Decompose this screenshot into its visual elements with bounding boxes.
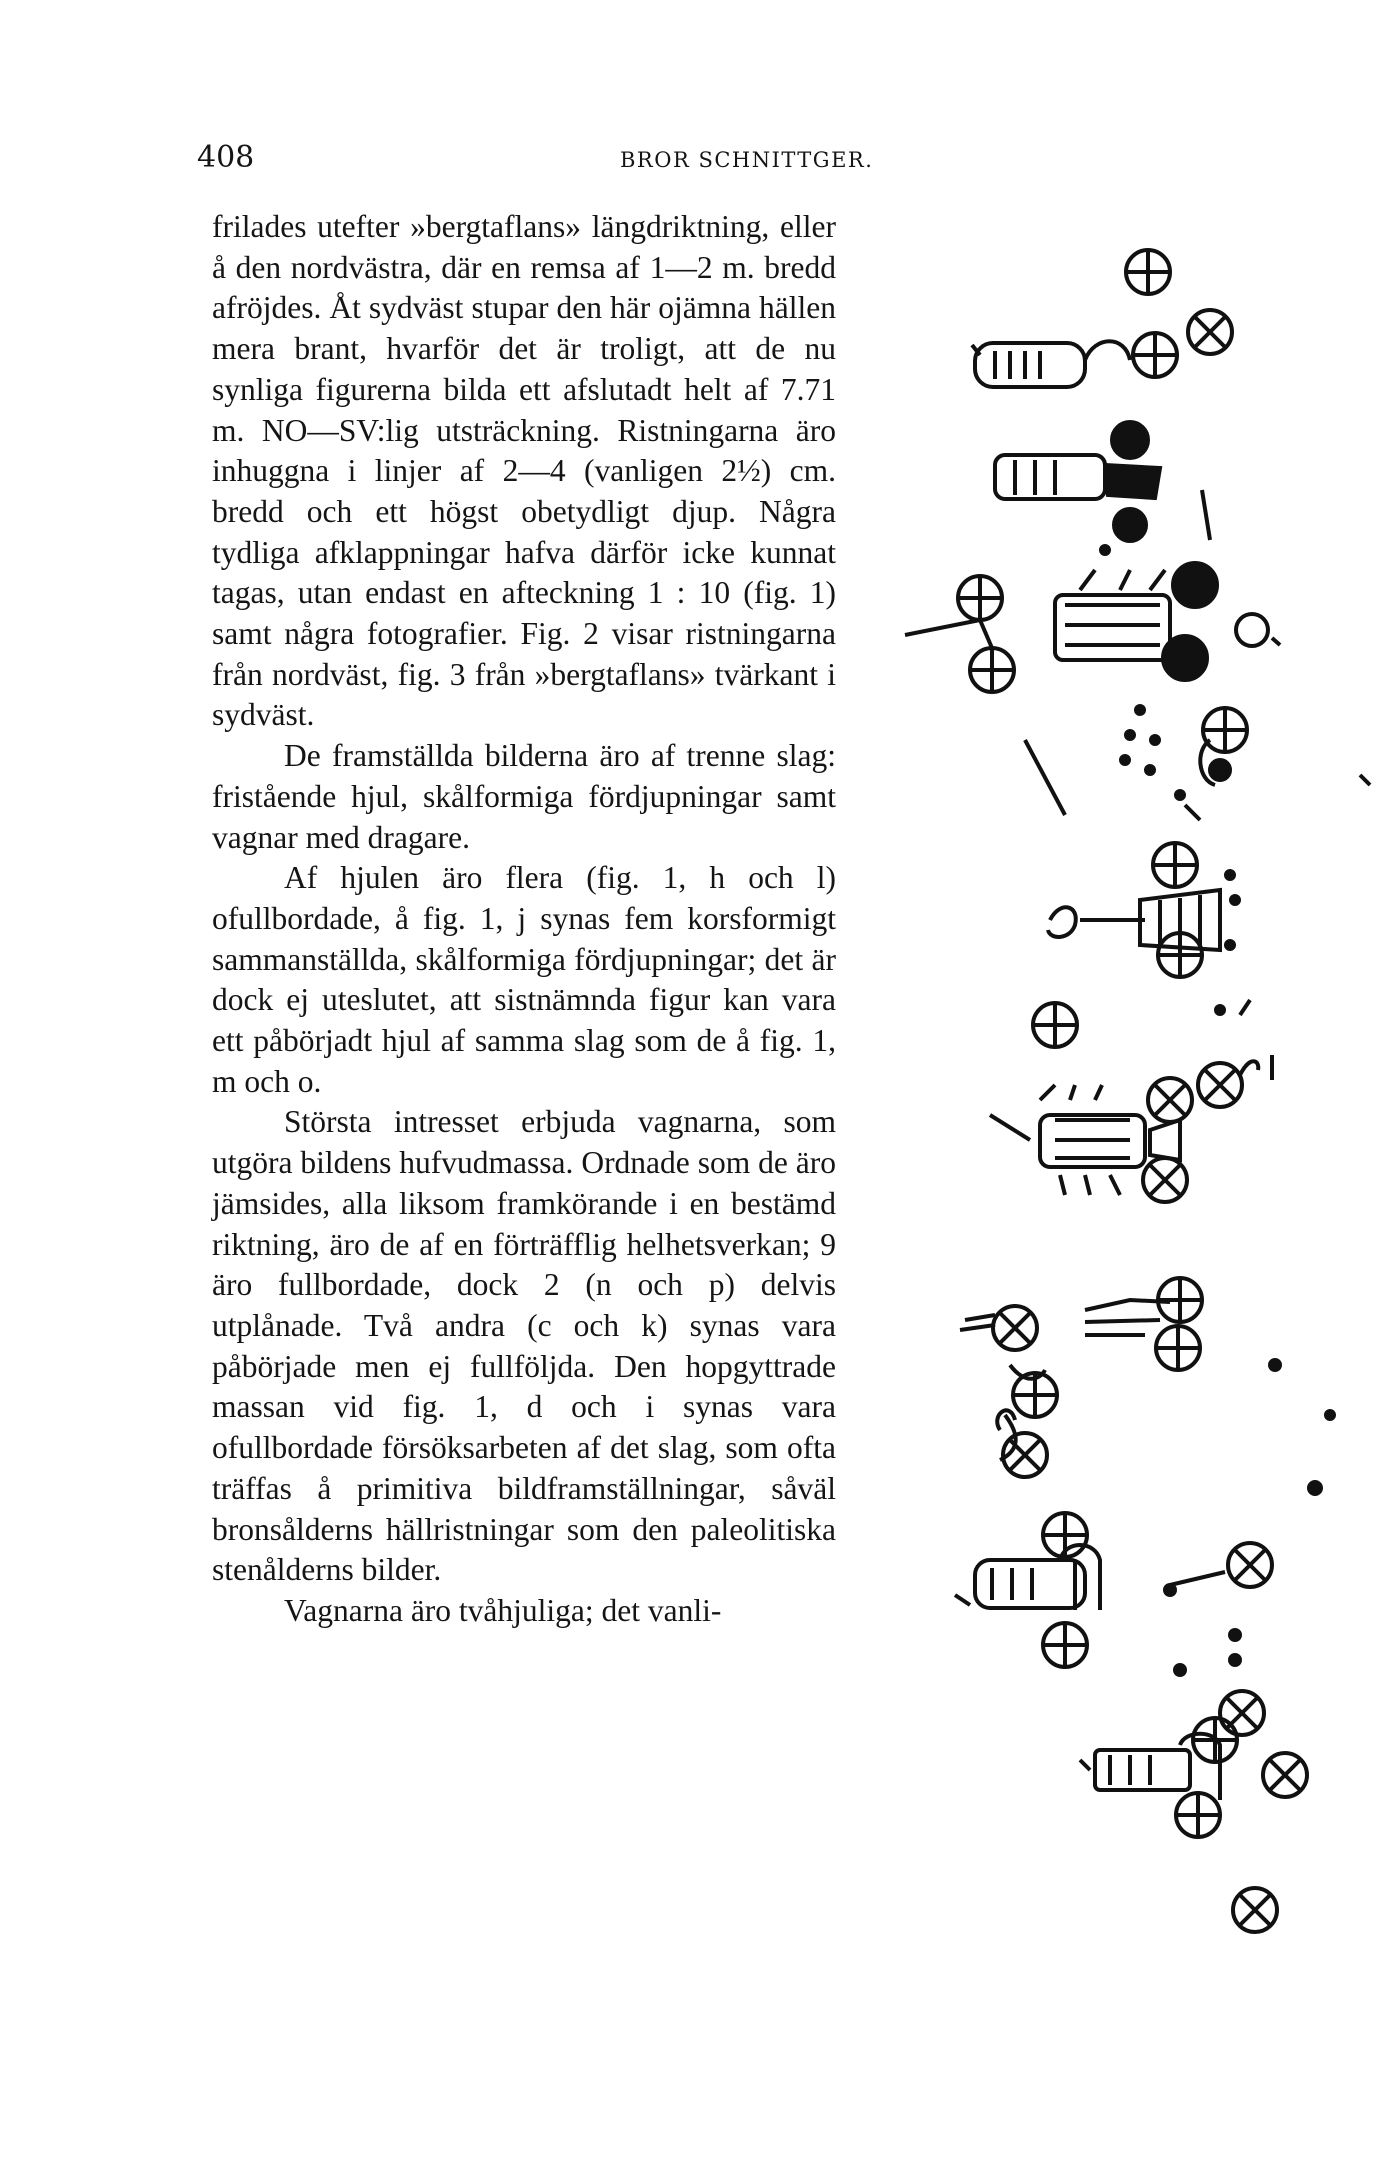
running-head: BROR SCHNITTGER. [620, 148, 874, 172]
paragraph-4: Största intresset erbjuda vagnarna, som utgöra bildens hufvudmassa. Ordnade som de äro jämsides, alla liksom framkörande i en bestämd riktning, äro de af en förträfflig helhetsverkan; 9 äro fullbordade, dock 2 (n och p) delvis utplånade. Två andra (c och k) synas vara påbörjade men ej fullföljda. Den hopgyttrade massan vid fig. 1, d och i synas vara ofullbordade försöksarbeten af det slag, som ofta träffas å primitiva bildframställningar, såväl bronsålderns hällristningar som den paleolitiska stenålderns bilder. [212, 1104, 836, 1588]
petroglyph-drawing-icon [880, 240, 1380, 1990]
paragraph-3: Af hjulen äro flera (fig. 1, h och l) ofullbordade, å fig. 1, j synas fem korsformigt sammanställda, skålformiga fördjupningar; det är dock ej uteslutet, att sistnämnda figur kan vara ett påbörjadt hjul af samma slag som de å fig. 1, m och o. [212, 860, 836, 1099]
paragraph-5: Vagnarna äro tvåhjuliga; det vanli- [284, 1592, 722, 1628]
body-text [212, 207, 836, 1632]
petroglyph-figure [880, 240, 1380, 1990]
page-number: 408 [197, 140, 255, 175]
paragraph-2: De framställda bilderna äro af trenne slag: fristående hjul, skålformiga fördjupningar samt vagnar med dragare. [212, 738, 836, 855]
paragraph-1: frilades utefter »bergtaflans» längdriktning, eller å den nordvästra, där en remsa af 1—2 m. bredd afröjdes. Åt sydväst stupar den här ojämna hällen mera brant, hvarför det är troligt, att de nu synliga figurerna bilda ett afslutadt helt af 7.71 m. NO—SV:lig utsträckning. Ristningarna äro inhuggna i linjer af 2—4 (vanligen 2½) cm. bredd och ett högst obetydligt djup. Några tydliga afklappningar hafva därför icke kunnat tagas, utan endast en afteckning 1 : 10 (fig. 1) samt några fotografier. Fig. 2 visar ristningarna från nordväst, fig. 3 från »bergtaflans» tvärkant i sydväst. [212, 209, 836, 733]
